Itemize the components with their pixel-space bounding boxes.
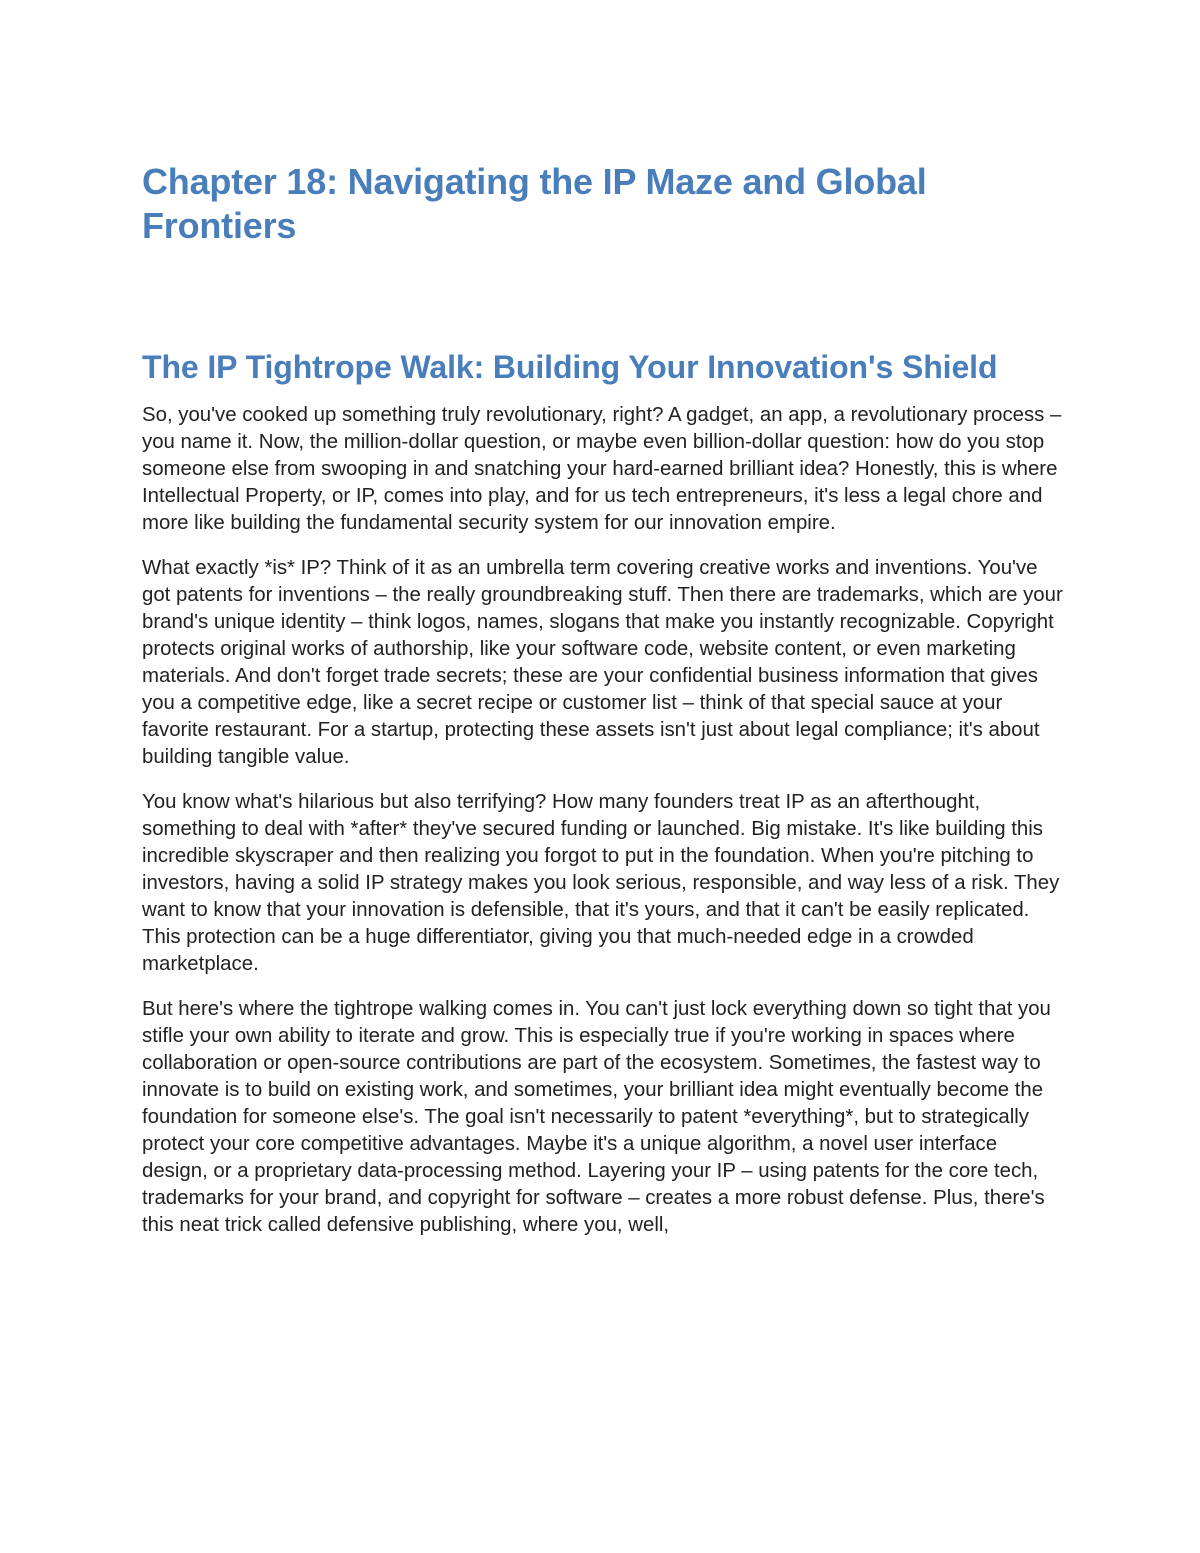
paragraph: What exactly *is* IP? Think of it as an umbrella term covering creative works and inventions. You've got patents for inventions – the really groundbreaking stuff. Then there are trademarks, which are your brand's unique identity – think logos, names, slogans that make you instantly recognizable. Copyright protects original works of authorship, like your software code, website content, or even marketing materials. And don't forget trade secrets; these are your confidential business information that gives you a competitive edge, like a secret recipe or customer list – think of that special sauce at your favorite restaurant. For a startup, protecting these assets isn't just about legal compliance; it's about building tangible value. bbox=[142, 557, 1063, 768]
document-body bbox=[142, 160, 1067, 1257]
chapter-title: Chapter 18: Navigating the IP Maze and Global Frontiers bbox=[142, 161, 927, 246]
section-title: The IP Tightrope Walk: Building Your Innovation's Shield bbox=[142, 349, 998, 385]
paragraph: So, you've cooked up something truly revolutionary, right? A gadget, an app, a revolutionary process – you name it. Now, the million-dollar question, or maybe even billion-dollar question: how do you stop someone else from swooping in and snatching your hard-earned brilliant idea? Honestly, this is where Intellectual Property, or IP, comes into play, and for us tech entrepreneurs, it's less a legal chore and more like building the fundamental security system for our innovation empire. bbox=[142, 404, 1062, 534]
paragraph: But here's where the tightrope walking comes in. You can't just lock everything down so tight that you stifle your own ability to iterate and grow. This is especially true if you're working in spaces where collaboration or open-source contributions are part of the ecosystem. Sometimes, the fastest way to innovate is to build on existing work, and sometimes, your brilliant idea might eventually become the foundation for someone else's. The goal isn't necessarily to patent *everything*, but to strategically protect your core competitive advantages. Maybe it's a unique algorithm, a novel user interface design, or a proprietary data-processing method. Layering your IP – using patents for the core tech, trademarks for your brand, and copyright for software – creates a more robust defense. Plus, there's this neat trick called defensive publishing, where you, well, bbox=[142, 998, 1051, 1236]
paragraph: You know what's hilarious but also terrifying? How many founders treat IP as an afterthought, something to deal with *after* they've secured funding or launched. Big mistake. It's like building this incredible skyscraper and then realizing you forgot to put in the foundation. When you're pitching to investors, having a solid IP strategy makes you look serious, responsible, and way less of a risk. They want to know that your innovation is defensible, that it's yours, and that it can't be easily replicated. This protection can be a huge differentiator, giving you that much-needed edge in a crowded marketplace. bbox=[142, 791, 1060, 975]
